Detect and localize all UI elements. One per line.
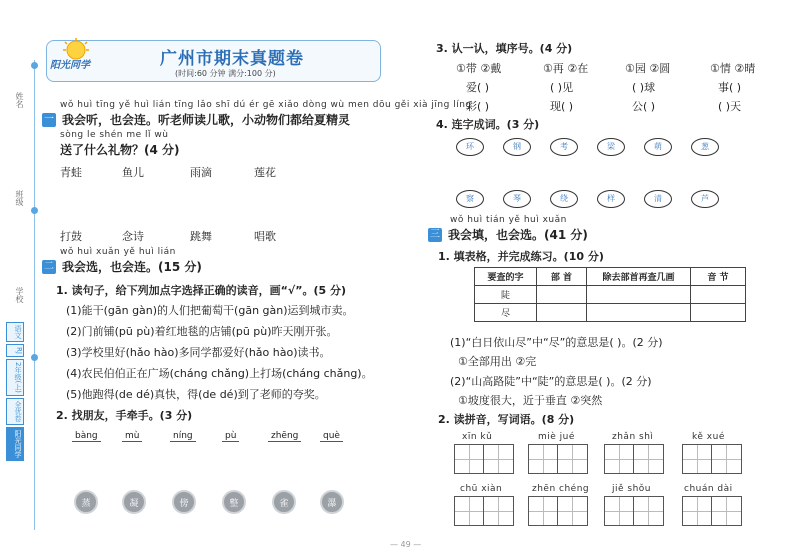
dictionary-table [474, 267, 746, 322]
panda-character[interactable]: 样 [597, 190, 625, 208]
name-label: 姓名 [15, 92, 24, 108]
panda-character[interactable]: 芦 [691, 190, 719, 208]
panda-character[interactable]: 考 [550, 138, 578, 156]
binding-line [34, 60, 35, 530]
sentence-item[interactable]: (4)农民伯伯正在广场(cháng chǎng)上打场(cháng chǎng)。 [66, 367, 373, 380]
grid-cell[interactable] [683, 445, 712, 473]
pinyin-line: wǒ huì tīng yě huì lián tīng lǎo shī dú ér gē xiǎo dòng wù men dōu gěi xià jīng líng [60, 100, 472, 110]
option-label: ①再 ②在 [543, 62, 589, 75]
option-label[interactable]: ①全部用出 ②完 [458, 355, 537, 368]
grid-cell[interactable] [712, 497, 741, 525]
pinyin-word[interactable]: níng [170, 431, 196, 442]
section-badge: 一 [44, 113, 54, 125]
grid-pinyin: zhǎn shì [612, 432, 654, 442]
pinyin-line: wǒ huì tián yě huì xuǎn [450, 215, 567, 225]
panda-character[interactable]: 绕 [550, 190, 578, 208]
grid-cell[interactable] [634, 497, 663, 525]
table-input-cell[interactable] [537, 304, 587, 322]
character-balloon[interactable]: 蒸 [74, 490, 98, 514]
grid-pinyin: zhēn chéng [532, 484, 590, 494]
edition-tabs [6, 322, 24, 461]
pinyin-word[interactable]: zhēng [268, 431, 301, 442]
table-input-cell[interactable] [537, 286, 587, 304]
edition-tab: 阳光同学 [6, 427, 24, 461]
table-row [475, 286, 746, 304]
sub-question[interactable]: (1)“白日依山尽”中“尽”的意思是( )。(2 分) [450, 336, 663, 349]
panda-character[interactable]: 环 [456, 138, 484, 156]
sentence-item[interactable]: (5)他跑得(de dé)真快，得(de dé)到了老师的夸奖。 [66, 388, 326, 401]
grid-pinyin: jiě shǒu [612, 484, 652, 494]
question-text: 4. 连字成词。(3 分) [436, 118, 540, 131]
school-label: 学校 [15, 287, 24, 303]
match-item[interactable]: 青蛙 [60, 166, 82, 179]
grid-cell[interactable] [529, 497, 558, 525]
question-text: 1. 读句子，给下列加点字选择正确的读音，画“√”。(5 分) [56, 284, 346, 297]
writing-grid[interactable] [454, 496, 514, 526]
logo-text: 阳光同学 [50, 60, 90, 71]
match-item[interactable]: 跳舞 [190, 230, 212, 243]
option-label: ①情 ②晴 [710, 62, 756, 75]
binding-dot [31, 62, 38, 69]
table-header-row [475, 268, 746, 286]
binding-dot [31, 207, 38, 214]
option-label[interactable]: ①坡度很大，近于垂直 ②突然 [458, 394, 603, 407]
grid-cell[interactable] [455, 445, 484, 473]
character-balloon[interactable]: 瀑 [320, 490, 344, 514]
question-text: 送了什么礼物？(4 分) [60, 143, 180, 157]
option-label: ①带 ②戴 [456, 62, 502, 75]
question-text: 2. 找朋友，手牵手。(3 分) [56, 409, 193, 422]
sentence-item[interactable]: (2)门前铺(pū pù)着红地毯的店铺(pū pù)昨天刚开张。 [66, 325, 338, 338]
question-text: 3. 认一认，填序号。(4 分) [436, 42, 573, 55]
edition-tab: 全优卷 [6, 398, 24, 425]
pinyin-line: wǒ huì xuǎn yě huì lián [60, 247, 176, 257]
panda-character[interactable]: 梁 [597, 138, 625, 156]
panda-character[interactable]: 萌 [644, 138, 672, 156]
question-text: 2. 读拼音，写词语。(8 分) [438, 413, 575, 426]
edition-tab: RJ [6, 344, 24, 357]
character-balloon[interactable]: 傍 [172, 490, 196, 514]
writing-grid[interactable] [528, 496, 588, 526]
grid-pinyin: xīn kǔ [462, 432, 493, 442]
question-text: 1. 填表格，并完成练习。(10 分) [438, 250, 604, 263]
writing-grid[interactable] [682, 444, 742, 474]
section-badge: 二 [44, 260, 54, 272]
match-item[interactable]: 莲花 [254, 166, 276, 179]
table-header: 要查的字 [475, 268, 537, 286]
fill-blank[interactable]: ( )天 [718, 100, 742, 113]
table-cell: 陡 [475, 286, 537, 304]
grid-cell[interactable] [712, 445, 741, 473]
grid-cell[interactable] [605, 497, 634, 525]
writing-grid[interactable] [682, 496, 742, 526]
match-item[interactable]: 雨滴 [190, 166, 212, 179]
section-three-text: 我会填，也会选。(41 分) [448, 228, 588, 242]
sub-question[interactable]: (2)“山高路陡”中“陡”的意思是( )。(2 分) [450, 375, 652, 388]
table-header: 除去部首再查几画 [587, 268, 691, 286]
grid-cell[interactable] [605, 445, 634, 473]
pinyin-line: sòng le shén me lǐ wù [60, 130, 169, 140]
fill-blank[interactable]: 现( ) [550, 100, 574, 113]
section-three-heading [428, 226, 588, 243]
writing-grid[interactable] [454, 444, 514, 474]
match-item[interactable]: 打鼓 [60, 230, 82, 243]
panda-character[interactable]: 琴 [503, 190, 531, 208]
grid-cell[interactable] [634, 445, 663, 473]
grid-cell[interactable] [683, 497, 712, 525]
table-input-cell[interactable] [691, 286, 746, 304]
match-item[interactable]: 念诗 [122, 230, 144, 243]
grid-pinyin: chū xiàn [460, 484, 503, 494]
fill-blank[interactable]: 彩( ) [466, 100, 490, 113]
writing-grid[interactable] [528, 444, 588, 474]
table-input-cell[interactable] [587, 286, 691, 304]
table-input-cell[interactable] [587, 304, 691, 322]
pinyin-word[interactable]: què [320, 431, 343, 442]
fill-blank[interactable]: 事( ) [718, 81, 742, 94]
table-header: 音 节 [691, 268, 746, 286]
table-row [475, 304, 746, 322]
match-item[interactable]: 鱼儿 [122, 166, 144, 179]
edition-tab: 2年级(上) [6, 359, 24, 396]
grid-cell[interactable] [455, 497, 484, 525]
section-two-heading [42, 258, 202, 275]
match-item[interactable]: 唱歌 [254, 230, 276, 243]
page-number: — 49 — [390, 540, 422, 549]
grid-cell[interactable] [558, 497, 587, 525]
character-balloon[interactable]: 凝 [122, 490, 146, 514]
table-header: 部 首 [537, 268, 587, 286]
character-balloon[interactable]: 整 [222, 490, 246, 514]
panda-character[interactable]: 察 [456, 190, 484, 208]
section-one-heading [42, 111, 350, 128]
panda-character[interactable]: 清 [644, 190, 672, 208]
sentence-item[interactable]: (3)学校里好(hǎo hào)多同学都爱好(hǎo hào)读书。 [66, 346, 331, 359]
option-label: ①园 ②圆 [625, 62, 671, 75]
writing-grid[interactable] [604, 444, 664, 474]
section-one-text: 我会听，也会连。听老师读儿歌，小动物们都给夏精灵 [62, 113, 351, 127]
panda-character[interactable]: 葱 [691, 138, 719, 156]
grid-cell[interactable] [529, 445, 558, 473]
fill-blank[interactable]: 爱( ) [466, 81, 490, 94]
sentence-item[interactable]: (1)能干(gān gàn)的人们把葡萄干(gān gàn)运到城市卖。 [66, 304, 354, 317]
class-label: 班级 [15, 190, 24, 206]
character-balloon[interactable]: 雀 [272, 490, 296, 514]
binding-dot [31, 354, 38, 361]
edition-tab: 语文 [6, 322, 24, 342]
pinyin-word[interactable]: pù [222, 431, 239, 442]
table-cell: 尽 [475, 304, 537, 322]
writing-grid[interactable] [604, 496, 664, 526]
grid-pinyin: kě xué [692, 432, 725, 442]
pinyin-word[interactable]: bàng [72, 431, 101, 442]
fill-blank[interactable]: ( )球 [632, 81, 656, 94]
pinyin-word[interactable]: mù [122, 431, 142, 442]
page-title: 广州市期末真题卷 [160, 49, 304, 69]
fill-blank[interactable]: ( )见 [550, 81, 574, 94]
grid-cell[interactable] [484, 445, 513, 473]
table-input-cell[interactable] [691, 304, 746, 322]
grid-pinyin: miè jué [538, 432, 575, 442]
grid-cell[interactable] [484, 497, 513, 525]
section-two-text: 我会选，也会连。(15 分) [62, 260, 202, 274]
grid-cell[interactable] [558, 445, 587, 473]
section-badge: 三 [430, 228, 440, 240]
fill-blank[interactable]: 公( ) [632, 100, 656, 113]
grid-pinyin: chuán dài [684, 484, 733, 494]
panda-character[interactable]: 钢 [503, 138, 531, 156]
exam-info: (时间:60 分钟 满分:100 分) [175, 69, 276, 78]
